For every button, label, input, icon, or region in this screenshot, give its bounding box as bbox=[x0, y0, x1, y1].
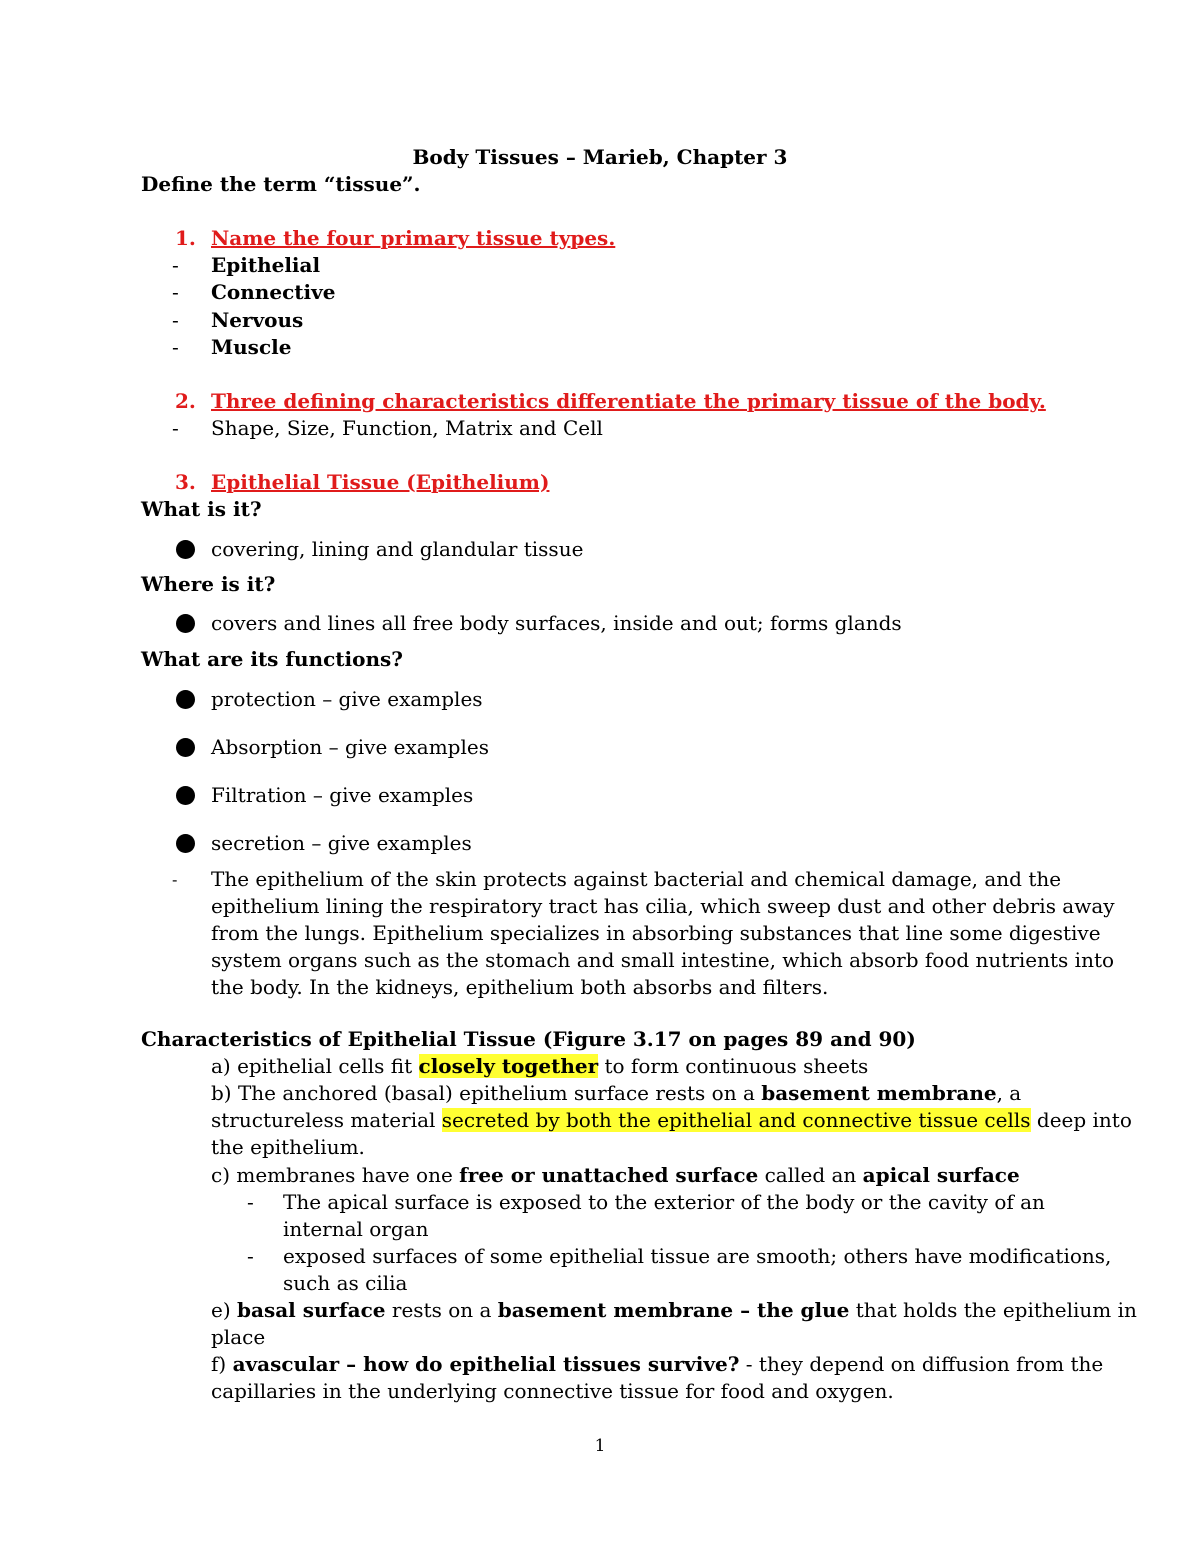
question-2-answer: Shape, Size, Function, Matrix and Cell bbox=[211, 416, 603, 440]
paragraph-line: system organs such as the stomach and small intestine, which absorb food nutrients into bbox=[211, 948, 1115, 972]
characteristic-f-line2: capillaries in the underlying connective tissue for food and oxygen. bbox=[211, 1379, 894, 1403]
where-is-it-answer: covers and lines all free body surfaces, inside and out; forms glands bbox=[211, 611, 902, 635]
paragraph-line: the body. In the kidneys, epithelium both absorbs and filters. bbox=[211, 975, 829, 999]
dash-marker: - bbox=[172, 870, 178, 889]
dash-marker: - bbox=[172, 253, 179, 277]
question-2-text: Three defining characteristics differentiate the primary tissue of the body. bbox=[211, 389, 1046, 413]
bullet-icon bbox=[176, 786, 195, 805]
highlighted-text: secreted by both the epithelial and connective tissue cells bbox=[441, 1108, 1031, 1132]
dash-marker: - bbox=[172, 308, 179, 332]
question-3-text: Epithelial Tissue (Epithelium) bbox=[211, 470, 550, 494]
bullet-icon bbox=[176, 540, 195, 559]
text-run: e) bbox=[211, 1298, 237, 1322]
dash-marker: - bbox=[172, 416, 179, 440]
where-is-it-heading: Where is it? bbox=[141, 572, 276, 596]
question-3-number: 3. bbox=[175, 470, 196, 494]
sub-item-text: such as cilia bbox=[283, 1271, 408, 1295]
dash-marker: - bbox=[247, 1244, 254, 1268]
text-run: structureless material bbox=[211, 1108, 442, 1132]
sub-item-text: internal organ bbox=[283, 1217, 429, 1241]
dash-marker: - bbox=[172, 280, 179, 304]
bold-text: basement membrane – the glue bbox=[497, 1298, 850, 1322]
function-filtration: Filtration – give examples bbox=[211, 783, 474, 807]
characteristic-e-line2: place bbox=[211, 1325, 266, 1349]
dash-marker: - bbox=[247, 1190, 254, 1214]
text-run: - they depend on diffusion from the bbox=[739, 1352, 1104, 1376]
question-2-number: 2. bbox=[175, 389, 196, 413]
text-run: to form continuous sheets bbox=[598, 1054, 869, 1078]
characteristic-e bbox=[211, 1297, 1137, 1324]
characteristics-heading: Characteristics of Epithelial Tissue (Figure 3.17 on pages 89 and 90) bbox=[141, 1027, 916, 1051]
text-run: f) bbox=[211, 1352, 233, 1376]
characteristic-f bbox=[211, 1351, 1103, 1378]
bold-text: basement membrane bbox=[761, 1081, 997, 1105]
highlighted-text: closely together bbox=[418, 1054, 599, 1078]
paragraph-line: epithelium lining the respiratory tract has cilia, which sweep dust and other debris away bbox=[211, 894, 1115, 918]
bold-text: avascular – how do epithelial tissues survive? bbox=[232, 1352, 740, 1376]
text-run: c) membranes have one bbox=[211, 1163, 460, 1187]
tissue-type-connective: Connective bbox=[211, 280, 336, 304]
tissue-type-epithelial: Epithelial bbox=[211, 253, 321, 277]
text-run: b) The anchored (basal) epithelium surface rests on a bbox=[211, 1081, 762, 1105]
function-protection: protection – give examples bbox=[211, 687, 483, 711]
text-run: rests on a bbox=[385, 1298, 498, 1322]
paragraph-text: The epithelium of the skin protects against bacterial and chemical damage, and the bbox=[211, 867, 1062, 891]
paragraph-line: from the lungs. Epithelium specializes in absorbing substances that line some digestive bbox=[211, 921, 1101, 945]
document-title: Body Tissues – Marieb, Chapter 3 bbox=[412, 145, 788, 169]
characteristic-c bbox=[211, 1162, 1020, 1189]
bullet-icon bbox=[176, 834, 195, 853]
bullet-icon bbox=[176, 690, 195, 709]
what-is-it-answer: covering, lining and glandular tissue bbox=[211, 537, 584, 561]
what-is-it-heading: What is it? bbox=[141, 497, 262, 521]
dash-marker: - bbox=[172, 335, 179, 359]
text-run: , a bbox=[996, 1081, 1022, 1105]
characteristic-b-line3: the epithelium. bbox=[211, 1135, 365, 1159]
characteristic-a bbox=[211, 1053, 868, 1080]
text-run: called an bbox=[758, 1163, 863, 1187]
define-prompt: Define the term “tissue”. bbox=[141, 172, 421, 196]
sub-item-text: The apical surface is exposed to the exterior of the body or the cavity of an bbox=[283, 1190, 1045, 1214]
characteristic-b bbox=[211, 1080, 1021, 1107]
text-run: deep into bbox=[1030, 1108, 1132, 1132]
sub-item-text: exposed surfaces of some epithelial tissue are smooth; others have modifications, bbox=[283, 1244, 1112, 1268]
question-1-number: 1. bbox=[175, 226, 196, 250]
function-absorption: Absorption – give examples bbox=[211, 735, 489, 759]
bullet-icon bbox=[176, 614, 195, 633]
tissue-type-muscle: Muscle bbox=[211, 335, 292, 359]
text-run: that holds the epithelium in bbox=[849, 1298, 1137, 1322]
question-1-text: Name the four primary tissue types. bbox=[211, 226, 616, 250]
function-secretion: secretion – give examples bbox=[211, 831, 472, 855]
bold-text: free or unattached surface bbox=[459, 1163, 759, 1187]
text-run: a) epithelial cells fit bbox=[211, 1054, 419, 1078]
characteristic-b-line2 bbox=[211, 1107, 1132, 1134]
tissue-type-nervous: Nervous bbox=[211, 308, 304, 332]
functions-heading: What are its functions? bbox=[141, 647, 403, 671]
page-number: 1 bbox=[594, 1436, 606, 1456]
bold-text: apical surface bbox=[862, 1163, 1020, 1187]
bullet-icon bbox=[176, 738, 195, 757]
bold-text: basal surface bbox=[237, 1298, 386, 1322]
